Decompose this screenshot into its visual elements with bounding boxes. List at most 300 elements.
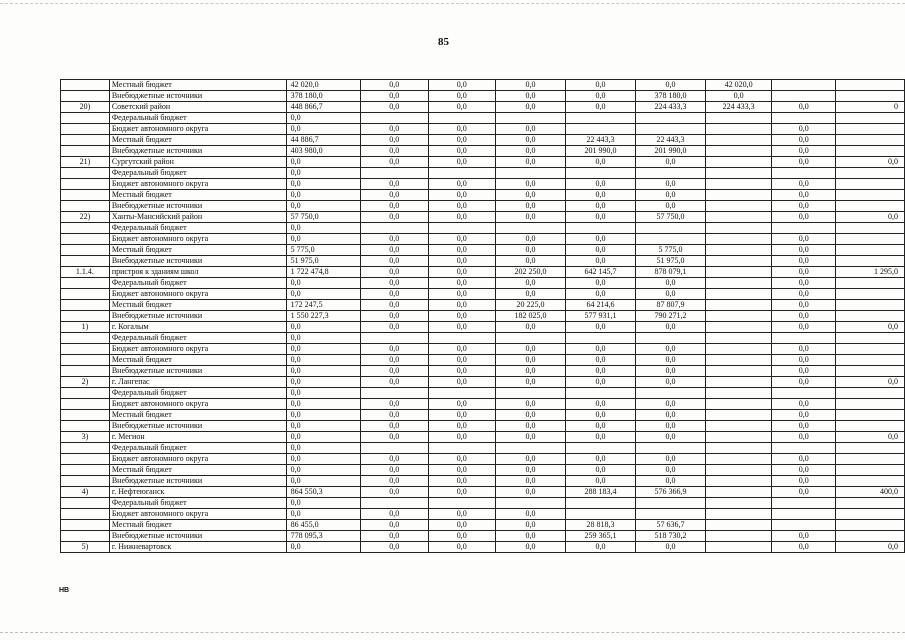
value-cell bbox=[772, 223, 836, 234]
value-cell: 0,0 bbox=[635, 201, 705, 212]
table-row bbox=[61, 223, 905, 234]
value-cell bbox=[705, 135, 771, 146]
value-cell: 0,0 bbox=[360, 432, 428, 443]
table-row bbox=[61, 333, 905, 344]
table-row bbox=[61, 322, 905, 333]
value-cell: 57 750,0 bbox=[635, 212, 705, 223]
value-cell: 0,0 bbox=[286, 454, 360, 465]
value-cell: 0,0 bbox=[428, 465, 496, 476]
value-cell: 0,0 bbox=[428, 190, 496, 201]
value-cell bbox=[360, 388, 428, 399]
value-cell: 0,0 bbox=[286, 542, 360, 553]
value-cell: 0,0 bbox=[428, 322, 496, 333]
value-cell: 0,0 bbox=[286, 366, 360, 377]
row-label-cell: Бюджет автономного округа bbox=[109, 124, 286, 135]
value-cell bbox=[496, 333, 566, 344]
table-row bbox=[61, 146, 905, 157]
value-cell bbox=[566, 223, 636, 234]
value-cell: 288 183,4 bbox=[566, 487, 636, 498]
value-cell: 0,0 bbox=[496, 201, 566, 212]
value-cell: 0,0 bbox=[496, 256, 566, 267]
row-label-cell: пристроя к зданиям школ bbox=[109, 267, 286, 278]
value-cell: 0,0 bbox=[772, 267, 836, 278]
row-number-cell bbox=[61, 465, 110, 476]
value-cell bbox=[705, 168, 771, 179]
value-cell: 864 550,3 bbox=[286, 487, 360, 498]
value-cell bbox=[496, 443, 566, 454]
value-cell bbox=[836, 91, 905, 102]
value-cell bbox=[772, 333, 836, 344]
value-cell: 0,0 bbox=[566, 289, 636, 300]
value-cell: 0,0 bbox=[566, 377, 636, 388]
value-cell bbox=[705, 256, 771, 267]
table-row bbox=[61, 377, 905, 388]
row-label-cell: Местный бюджет bbox=[109, 355, 286, 366]
value-cell: 0,0 bbox=[496, 322, 566, 333]
value-cell bbox=[705, 399, 771, 410]
value-cell: 0,0 bbox=[360, 124, 428, 135]
value-cell bbox=[705, 542, 771, 553]
value-cell bbox=[705, 234, 771, 245]
value-cell bbox=[836, 245, 905, 256]
value-cell: 0,0 bbox=[496, 212, 566, 223]
value-cell: 0,0 bbox=[566, 102, 636, 113]
table-row bbox=[61, 366, 905, 377]
value-cell: 0,0 bbox=[286, 498, 360, 509]
value-cell bbox=[428, 443, 496, 454]
row-label-cell: Бюджет автономного округа bbox=[109, 179, 286, 190]
table-row bbox=[61, 201, 905, 212]
value-cell: 0,0 bbox=[772, 465, 836, 476]
value-cell: 0,0 bbox=[428, 212, 496, 223]
row-label-cell: Местный бюджет bbox=[109, 520, 286, 531]
value-cell: 0,0 bbox=[836, 377, 905, 388]
row-number-cell: 1.1.4. bbox=[61, 267, 110, 278]
value-cell: 0,0 bbox=[496, 245, 566, 256]
value-cell: 0,0 bbox=[360, 135, 428, 146]
value-cell bbox=[705, 498, 771, 509]
value-cell: 0,0 bbox=[496, 135, 566, 146]
row-label-cell: Советский район bbox=[109, 102, 286, 113]
row-number-cell bbox=[61, 388, 110, 399]
value-cell bbox=[705, 377, 771, 388]
value-cell bbox=[705, 201, 771, 212]
value-cell: 0,0 bbox=[635, 322, 705, 333]
value-cell: 0,0 bbox=[496, 355, 566, 366]
value-cell: 0,0 bbox=[286, 355, 360, 366]
value-cell bbox=[705, 267, 771, 278]
value-cell bbox=[566, 388, 636, 399]
row-number-cell: 2) bbox=[61, 377, 110, 388]
row-label-cell: г. Нижневартовск bbox=[109, 542, 286, 553]
scan-bottom-edge bbox=[0, 632, 905, 633]
value-cell: 790 271,2 bbox=[635, 311, 705, 322]
table-row bbox=[61, 465, 905, 476]
value-cell bbox=[635, 443, 705, 454]
value-cell: 0,0 bbox=[772, 201, 836, 212]
value-cell: 0,0 bbox=[772, 311, 836, 322]
row-number-cell bbox=[61, 421, 110, 432]
value-cell: 0,0 bbox=[496, 421, 566, 432]
row-label-cell: Федеральный бюджет bbox=[109, 333, 286, 344]
value-cell: 0,0 bbox=[496, 124, 566, 135]
value-cell: 0,0 bbox=[836, 322, 905, 333]
value-cell: 0,0 bbox=[496, 91, 566, 102]
value-cell bbox=[428, 168, 496, 179]
value-cell: 0,0 bbox=[635, 157, 705, 168]
value-cell: 0,0 bbox=[360, 80, 428, 91]
value-cell: 0,0 bbox=[635, 377, 705, 388]
value-cell: 0,0 bbox=[360, 366, 428, 377]
row-number-cell bbox=[61, 168, 110, 179]
value-cell bbox=[360, 498, 428, 509]
row-number-cell bbox=[61, 355, 110, 366]
value-cell: 0,0 bbox=[360, 465, 428, 476]
row-number-cell bbox=[61, 256, 110, 267]
value-cell: 0,0 bbox=[428, 300, 496, 311]
value-cell: 576 366,9 bbox=[635, 487, 705, 498]
value-cell: 0,0 bbox=[566, 179, 636, 190]
row-label-cell: Внебюджетные источники bbox=[109, 256, 286, 267]
value-cell: 0,0 bbox=[360, 311, 428, 322]
row-label-cell: Местный бюджет bbox=[109, 135, 286, 146]
value-cell: 0,0 bbox=[360, 300, 428, 311]
row-number-cell bbox=[61, 245, 110, 256]
value-cell: 0,0 bbox=[566, 432, 636, 443]
value-cell: 0,0 bbox=[566, 278, 636, 289]
value-cell: 0,0 bbox=[566, 190, 636, 201]
value-cell: 0,0 bbox=[496, 542, 566, 553]
value-cell bbox=[705, 443, 771, 454]
value-cell: 0,0 bbox=[360, 289, 428, 300]
value-cell bbox=[772, 520, 836, 531]
value-cell bbox=[836, 168, 905, 179]
value-cell bbox=[496, 168, 566, 179]
row-label-cell: Внебюджетные источники bbox=[109, 201, 286, 212]
value-cell: 0,0 bbox=[566, 201, 636, 212]
row-number-cell bbox=[61, 300, 110, 311]
value-cell: 0,0 bbox=[566, 542, 636, 553]
value-cell: 0,0 bbox=[836, 432, 905, 443]
value-cell: 0,0 bbox=[566, 322, 636, 333]
value-cell bbox=[836, 399, 905, 410]
value-cell: 0,0 bbox=[360, 355, 428, 366]
value-cell: 0,0 bbox=[360, 421, 428, 432]
value-cell bbox=[705, 124, 771, 135]
row-label-cell: Бюджет автономного округа bbox=[109, 454, 286, 465]
value-cell bbox=[836, 300, 905, 311]
value-cell: 0,0 bbox=[428, 366, 496, 377]
table-row bbox=[61, 80, 905, 91]
value-cell bbox=[836, 520, 905, 531]
value-cell: 0,0 bbox=[286, 190, 360, 201]
value-cell bbox=[496, 498, 566, 509]
value-cell: 0,0 bbox=[566, 256, 636, 267]
row-number-cell bbox=[61, 234, 110, 245]
value-cell: 0,0 bbox=[360, 91, 428, 102]
table-row bbox=[61, 190, 905, 201]
row-label-cell: Бюджет автономного округа bbox=[109, 399, 286, 410]
value-cell: 0,0 bbox=[836, 212, 905, 223]
value-cell: 0,0 bbox=[496, 146, 566, 157]
value-cell bbox=[705, 300, 771, 311]
value-cell: 0,0 bbox=[428, 344, 496, 355]
row-label-cell: Бюджет автономного округа bbox=[109, 509, 286, 520]
value-cell: 0,0 bbox=[360, 190, 428, 201]
value-cell: 0,0 bbox=[496, 366, 566, 377]
value-cell bbox=[836, 476, 905, 487]
row-label-cell: Федеральный бюджет bbox=[109, 443, 286, 454]
value-cell: 0,0 bbox=[360, 179, 428, 190]
value-cell: 0,0 bbox=[772, 146, 836, 157]
value-cell: 0,0 bbox=[360, 487, 428, 498]
value-cell: 0,0 bbox=[286, 421, 360, 432]
value-cell: 0,0 bbox=[772, 289, 836, 300]
row-number-cell bbox=[61, 201, 110, 212]
value-cell: 0 bbox=[836, 102, 905, 113]
value-cell bbox=[705, 476, 771, 487]
value-cell: 0,0 bbox=[772, 410, 836, 421]
value-cell bbox=[705, 421, 771, 432]
value-cell bbox=[705, 278, 771, 289]
value-cell: 0,0 bbox=[428, 377, 496, 388]
value-cell: 577 931,1 bbox=[566, 311, 636, 322]
value-cell: 0,0 bbox=[566, 157, 636, 168]
value-cell bbox=[360, 333, 428, 344]
table-row bbox=[61, 432, 905, 443]
value-cell: 1 550 227,3 bbox=[286, 311, 360, 322]
value-cell: 518 730,2 bbox=[635, 531, 705, 542]
row-label-cell: Ханты-Мансийский район bbox=[109, 212, 286, 223]
value-cell: 0,0 bbox=[428, 531, 496, 542]
table-row bbox=[61, 234, 905, 245]
value-cell bbox=[705, 245, 771, 256]
value-cell: 0,0 bbox=[772, 421, 836, 432]
table-row bbox=[61, 487, 905, 498]
row-number-cell bbox=[61, 190, 110, 201]
row-label-cell: Федеральный бюджет bbox=[109, 278, 286, 289]
table-row bbox=[61, 542, 905, 553]
value-cell: 0,0 bbox=[428, 355, 496, 366]
value-cell bbox=[836, 388, 905, 399]
value-cell: 378 180,0 bbox=[635, 91, 705, 102]
value-cell: 0,0 bbox=[635, 542, 705, 553]
value-cell bbox=[772, 509, 836, 520]
value-cell: 86 455,0 bbox=[286, 520, 360, 531]
row-number-cell bbox=[61, 146, 110, 157]
table-row bbox=[61, 344, 905, 355]
table-row bbox=[61, 289, 905, 300]
value-cell: 0,0 bbox=[566, 476, 636, 487]
value-cell bbox=[705, 388, 771, 399]
value-cell bbox=[836, 124, 905, 135]
table-row bbox=[61, 388, 905, 399]
value-cell bbox=[360, 223, 428, 234]
value-cell: 0,0 bbox=[772, 234, 836, 245]
row-number-cell bbox=[61, 113, 110, 124]
value-cell: 22 443,3 bbox=[566, 135, 636, 146]
value-cell: 0,0 bbox=[772, 454, 836, 465]
row-number-cell bbox=[61, 311, 110, 322]
value-cell bbox=[836, 355, 905, 366]
value-cell: 0,0 bbox=[772, 542, 836, 553]
value-cell bbox=[635, 234, 705, 245]
value-cell: 0,0 bbox=[772, 399, 836, 410]
value-cell: 0,0 bbox=[286, 289, 360, 300]
value-cell: 0,0 bbox=[496, 80, 566, 91]
value-cell: 0,0 bbox=[772, 124, 836, 135]
value-cell bbox=[705, 366, 771, 377]
table-row bbox=[61, 300, 905, 311]
row-number-cell bbox=[61, 443, 110, 454]
row-label-cell: Федеральный бюджет bbox=[109, 388, 286, 399]
row-label-cell: Сургутский район bbox=[109, 157, 286, 168]
value-cell: 0,0 bbox=[428, 311, 496, 322]
value-cell: 0,0 bbox=[772, 432, 836, 443]
value-cell: 0,0 bbox=[428, 487, 496, 498]
value-cell: 0,0 bbox=[360, 322, 428, 333]
value-cell: 57 750,0 bbox=[286, 212, 360, 223]
value-cell bbox=[705, 465, 771, 476]
page-number: 85 bbox=[438, 36, 449, 48]
value-cell: 0,0 bbox=[286, 377, 360, 388]
value-cell: 0,0 bbox=[772, 377, 836, 388]
value-cell: 0,0 bbox=[635, 278, 705, 289]
value-cell: 0,0 bbox=[772, 531, 836, 542]
table-row bbox=[61, 399, 905, 410]
value-cell bbox=[772, 113, 836, 124]
value-cell: 0,0 bbox=[772, 487, 836, 498]
table-row bbox=[61, 443, 905, 454]
value-cell: 0,0 bbox=[496, 410, 566, 421]
value-cell bbox=[635, 388, 705, 399]
value-cell: 224 433,3 bbox=[635, 102, 705, 113]
value-cell: 0,0 bbox=[286, 201, 360, 212]
value-cell: 0,0 bbox=[496, 531, 566, 542]
row-number-cell: 22) bbox=[61, 212, 110, 223]
value-cell bbox=[772, 443, 836, 454]
row-label-cell: Внебюджетные источники bbox=[109, 421, 286, 432]
value-cell: 0,0 bbox=[360, 201, 428, 212]
table-row bbox=[61, 311, 905, 322]
value-cell: 0,0 bbox=[428, 201, 496, 212]
table-row bbox=[61, 355, 905, 366]
value-cell: 0,0 bbox=[286, 443, 360, 454]
value-cell: 0,0 bbox=[566, 80, 636, 91]
value-cell: 0,0 bbox=[286, 399, 360, 410]
value-cell bbox=[705, 531, 771, 542]
value-cell: 0,0 bbox=[428, 80, 496, 91]
row-number-cell: 21) bbox=[61, 157, 110, 168]
table-row bbox=[61, 476, 905, 487]
value-cell: 22 443,3 bbox=[635, 135, 705, 146]
value-cell bbox=[566, 168, 636, 179]
value-cell: 0,0 bbox=[566, 344, 636, 355]
row-label-cell: Местный бюджет bbox=[109, 80, 286, 91]
value-cell: 448 866,7 bbox=[286, 102, 360, 113]
value-cell: 878 079,1 bbox=[635, 267, 705, 278]
value-cell bbox=[566, 124, 636, 135]
value-cell: 0,0 bbox=[360, 410, 428, 421]
row-label-cell: Внебюджетные источники bbox=[109, 476, 286, 487]
value-cell: 0,0 bbox=[428, 476, 496, 487]
value-cell: 202 250,0 bbox=[496, 267, 566, 278]
value-cell: 0,0 bbox=[635, 399, 705, 410]
value-cell bbox=[705, 487, 771, 498]
value-cell: 0,0 bbox=[360, 102, 428, 113]
value-cell: 42 020,0 bbox=[705, 80, 771, 91]
value-cell: 0,0 bbox=[772, 212, 836, 223]
row-number-cell bbox=[61, 135, 110, 146]
value-cell: 0,0 bbox=[496, 190, 566, 201]
row-label-cell: Бюджет автономного округа bbox=[109, 234, 286, 245]
value-cell: 0,0 bbox=[772, 179, 836, 190]
value-cell bbox=[836, 421, 905, 432]
value-cell: 0,0 bbox=[635, 190, 705, 201]
row-number-cell bbox=[61, 289, 110, 300]
value-cell: 0,0 bbox=[360, 278, 428, 289]
value-cell: 0,0 bbox=[496, 432, 566, 443]
value-cell: 0,0 bbox=[496, 509, 566, 520]
table-row bbox=[61, 454, 905, 465]
value-cell: 0,0 bbox=[428, 509, 496, 520]
value-cell: 0,0 bbox=[286, 333, 360, 344]
table-row bbox=[61, 113, 905, 124]
value-cell bbox=[566, 509, 636, 520]
value-cell bbox=[705, 454, 771, 465]
value-cell: 87 807,9 bbox=[635, 300, 705, 311]
row-label-cell: г. Лангепас bbox=[109, 377, 286, 388]
row-number-cell bbox=[61, 531, 110, 542]
value-cell bbox=[635, 333, 705, 344]
row-label-cell: Федеральный бюджет bbox=[109, 168, 286, 179]
value-cell: 0,0 bbox=[566, 91, 636, 102]
row-label-cell: Местный бюджет bbox=[109, 300, 286, 311]
value-cell: 0,0 bbox=[360, 157, 428, 168]
value-cell bbox=[635, 223, 705, 234]
value-cell: 51 975,0 bbox=[286, 256, 360, 267]
value-cell: 0,0 bbox=[428, 267, 496, 278]
row-number-cell bbox=[61, 410, 110, 421]
value-cell: 0,0 bbox=[360, 245, 428, 256]
value-cell bbox=[428, 113, 496, 124]
row-label-cell: Бюджет автономного округа bbox=[109, 344, 286, 355]
value-cell bbox=[360, 168, 428, 179]
table-row bbox=[61, 421, 905, 432]
value-cell bbox=[635, 168, 705, 179]
value-cell: 0,0 bbox=[360, 212, 428, 223]
value-cell: 0,0 bbox=[772, 366, 836, 377]
value-cell: 0,0 bbox=[428, 410, 496, 421]
value-cell: 0,0 bbox=[496, 465, 566, 476]
value-cell bbox=[705, 410, 771, 421]
value-cell: 0,0 bbox=[286, 168, 360, 179]
value-cell: 0,0 bbox=[496, 454, 566, 465]
table-row bbox=[61, 157, 905, 168]
value-cell bbox=[836, 289, 905, 300]
table-row bbox=[61, 135, 905, 146]
value-cell: 0,0 bbox=[635, 179, 705, 190]
value-cell: 0,0 bbox=[428, 179, 496, 190]
value-cell bbox=[772, 168, 836, 179]
value-cell bbox=[836, 454, 905, 465]
row-number-cell bbox=[61, 520, 110, 531]
value-cell bbox=[836, 256, 905, 267]
value-cell: 0,0 bbox=[496, 289, 566, 300]
value-cell: 0,0 bbox=[635, 80, 705, 91]
value-cell: 182 025,0 bbox=[496, 311, 566, 322]
value-cell: 0,0 bbox=[566, 366, 636, 377]
